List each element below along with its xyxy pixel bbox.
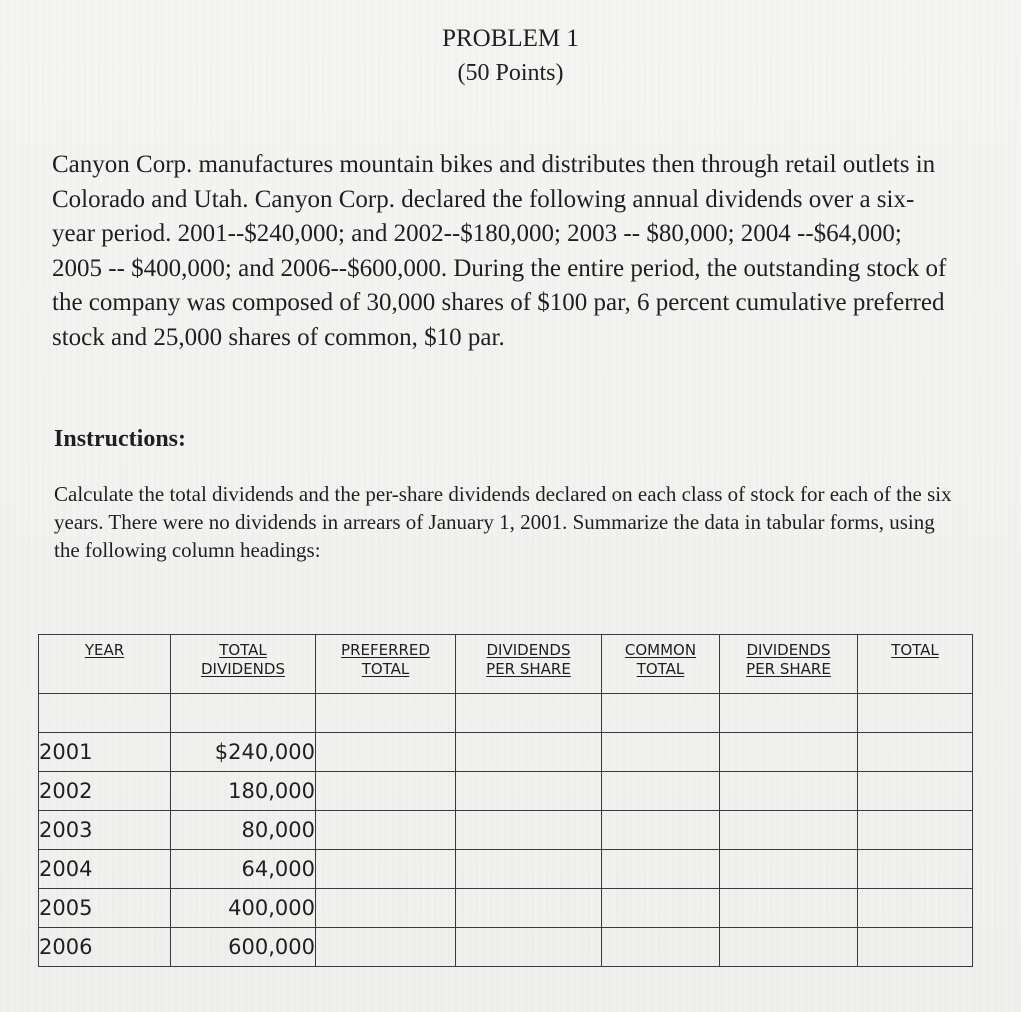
header-common-total: COMMON TOTAL	[602, 635, 720, 694]
preferred-total-cell	[316, 733, 456, 772]
blank-cell	[171, 694, 316, 733]
dividends-table	[38, 634, 973, 967]
common-total-cell	[602, 733, 720, 772]
table-header-row	[39, 635, 973, 694]
total-dividends-cell: 64,000	[171, 850, 316, 889]
blank-cell	[858, 694, 973, 733]
problem-title: PROBLEM 1	[442, 25, 579, 52]
total-dividends-cell: 400,000	[171, 889, 316, 928]
preferred-per-share-cell	[456, 889, 602, 928]
grand-total-cell	[858, 772, 973, 811]
preferred-total-cell	[316, 811, 456, 850]
year-cell: 2003	[39, 811, 171, 850]
grand-total-cell	[858, 850, 973, 889]
table-row-2006	[39, 928, 973, 967]
common-per-share-cell	[720, 889, 858, 928]
table-row-2005	[39, 889, 973, 928]
common-per-share-cell	[720, 811, 858, 850]
preferred-per-share-cell	[456, 772, 602, 811]
common-per-share-cell	[720, 928, 858, 967]
table-row-2001	[39, 733, 973, 772]
preferred-per-share-cell	[456, 850, 602, 889]
common-total-cell	[602, 772, 720, 811]
grand-total-cell	[858, 811, 973, 850]
table-row-2003	[39, 811, 973, 850]
header-common-per-share: DIVIDENDS PER SHARE	[720, 635, 858, 694]
blank-row	[39, 694, 973, 733]
common-total-cell	[602, 889, 720, 928]
total-dividends-cell: 80,000	[171, 811, 316, 850]
header-total-dividends: TOTAL DIVIDENDS	[171, 635, 316, 694]
header-preferred-total: PREFERRED TOTAL	[316, 635, 456, 694]
common-per-share-cell	[720, 733, 858, 772]
blank-cell	[456, 694, 602, 733]
common-per-share-cell	[720, 772, 858, 811]
instructions-heading: Instructions:	[54, 426, 187, 452]
total-dividends-cell: 180,000	[171, 772, 316, 811]
preferred-per-share-cell	[456, 733, 602, 772]
year-cell: 2006	[39, 928, 171, 967]
year-cell: 2004	[39, 850, 171, 889]
common-total-cell	[602, 811, 720, 850]
header-year: YEAR	[39, 635, 171, 694]
preferred-per-share-cell	[456, 811, 602, 850]
total-dividends-cell: $240,000	[171, 733, 316, 772]
common-per-share-cell	[720, 850, 858, 889]
header-preferred-per-share: DIVIDENDS PER SHARE	[456, 635, 602, 694]
year-cell: 2002	[39, 772, 171, 811]
preferred-total-cell	[316, 850, 456, 889]
blank-cell	[720, 694, 858, 733]
table-row-2004	[39, 850, 973, 889]
common-total-cell	[602, 928, 720, 967]
preferred-per-share-cell	[456, 928, 602, 967]
header-grand-total: TOTAL	[858, 635, 973, 694]
grand-total-cell	[858, 733, 973, 772]
table-row-2002	[39, 772, 973, 811]
common-total-cell	[602, 850, 720, 889]
blank-cell	[316, 694, 456, 733]
grand-total-cell	[858, 928, 973, 967]
blank-cell	[39, 694, 171, 733]
problem-description: Canyon Corp. manufactures mountain bikes and distributes then through retail outlets in Colorado and Utah. Canyon Corp. declared the following annual dividends over a six-year period. 2001--$240,000; and 2002--$180,000; 2003 -- $80,000; 2004 --$64,000; 2005 -- $400,000; and 2006--$600,000. During the entire period, the outstanding stock of the company was composed of 30,000 shares of $100 par, 6 percent cumulative preferred stock and 25,000 shares of common, $10 par.	[52, 151, 947, 351]
preferred-total-cell	[316, 928, 456, 967]
instructions-text: Calculate the total dividends and the per-share dividends declared on each class of stock for each of the six years. There were no dividends in arrears of January 1, 2001. Summarize the data in tabular forms, using the following column headings:	[54, 482, 952, 562]
blank-cell	[602, 694, 720, 733]
grand-total-cell	[858, 889, 973, 928]
total-dividends-cell: 600,000	[171, 928, 316, 967]
year-cell: 2005	[39, 889, 171, 928]
year-cell: 2001	[39, 733, 171, 772]
preferred-total-cell	[316, 772, 456, 811]
problem-points: (50 Points)	[457, 60, 564, 86]
preferred-total-cell	[316, 889, 456, 928]
